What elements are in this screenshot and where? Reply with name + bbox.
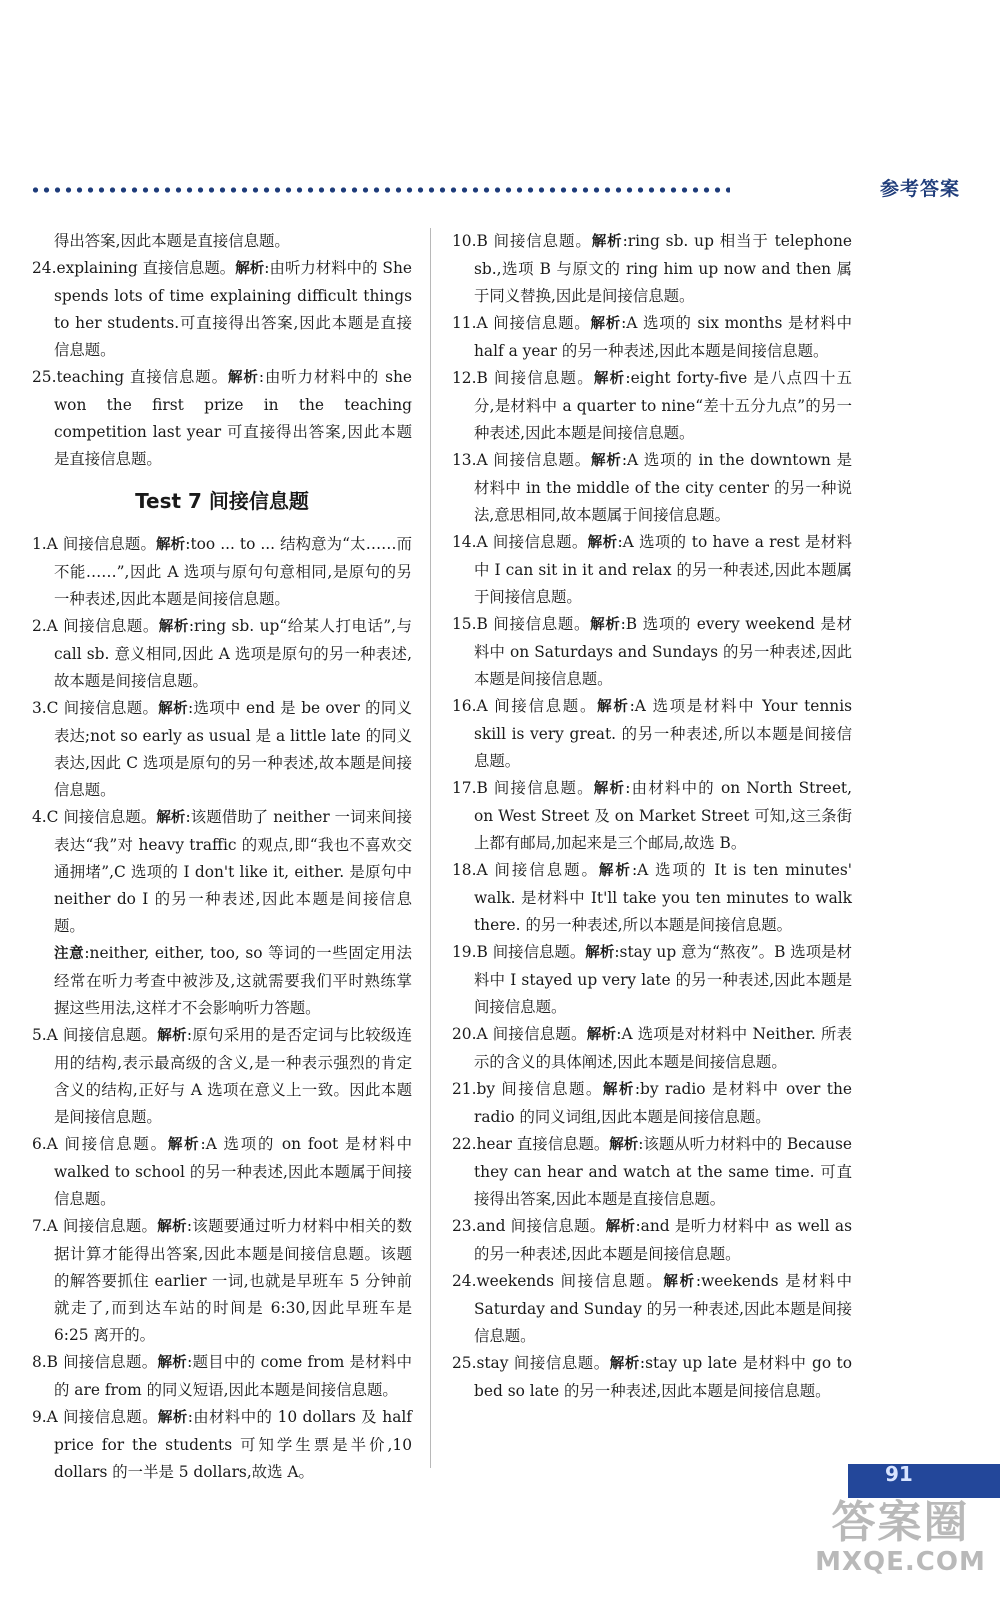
- analysis-body: :ring sb. up“给某人打电话”,与 call sb. 意义相同,因此 A 选项是原句的另一种表述,故本题是间接信息题。: [54, 617, 412, 690]
- answer-head: 17.B 间接信息题。: [452, 779, 594, 797]
- section-title: Test 7 间接信息题: [135, 489, 309, 513]
- answer-item: [32, 804, 412, 940]
- answer-head: 1.A 间接信息题。: [32, 535, 156, 553]
- analysis-label: 解析: [155, 537, 186, 553]
- analysis-label: 解析: [585, 945, 615, 961]
- header-title: 参考答案: [879, 178, 960, 200]
- answer-item: [32, 1131, 412, 1213]
- analysis-body: :由听力材料中的 She spends lots of time explaining difficult things to her students.可直接得出答案,因此本题是直接信息题。: [54, 259, 412, 359]
- answer-item: [32, 255, 412, 364]
- analysis-label: 解析: [158, 701, 188, 717]
- answer-head: 18.A 间接信息题。: [452, 861, 599, 879]
- analysis-label: 解析: [227, 370, 259, 386]
- answer-head: 15.B 间接信息题。: [452, 615, 591, 633]
- answer-head: 6.A 间接信息题。: [32, 1135, 168, 1153]
- answer-head: 3.C 间接信息题。: [32, 699, 159, 717]
- answer-item: [452, 365, 852, 447]
- analysis-body: :A 选项的 on foot 是材料中 walked to school 的另一种表述,因此本题属于间接信息题。: [54, 1135, 412, 1208]
- answer-head: 13.A 间接信息题。: [452, 451, 592, 469]
- answer-head: 11.A 间接信息题。: [452, 314, 591, 332]
- answer-item: [32, 1213, 412, 1349]
- analysis-body: :该题从听力材料中的 Because they can hear and watch at the same time. 可直接得出答案,因此本题是直接信息题。: [474, 1135, 852, 1208]
- analysis-body: :B 选项的 every weekend 是材料中 on Saturdays and Sundays 的另一种表述,因此本题是间接信息题。: [474, 615, 852, 688]
- analysis-label: 解析: [590, 316, 622, 332]
- analysis-label: 解析: [597, 699, 630, 715]
- analysis-body: :weekends 是材料中 Saturday and Sunday 的另一种表述,因此本题是间接信息题。: [474, 1272, 853, 1345]
- analysis-label: 解析: [157, 1355, 188, 1371]
- answer-head: 25.teaching 直接信息题。: [32, 368, 228, 386]
- analysis-body: :A 选项的 six months 是材料中 half a year 的另一种表述,因此本题是间接信息题。: [474, 314, 853, 360]
- analysis-body: :too ... to ... 结构意为“太……而不能……”,因此 A 选项与原句句意相同,是原句的另一种表述,因此本题是间接信息题。: [54, 535, 413, 608]
- answer-head: 4.C 间接信息题。: [32, 808, 157, 826]
- left-items: [32, 531, 412, 1486]
- analysis-body: :and 是听力材料中 as well as 的另一种表述,因此本题是间接信息题。: [474, 1217, 852, 1263]
- answer-item: [32, 1404, 412, 1486]
- analysis-label: 解析: [587, 535, 618, 551]
- analysis-label: 解析: [157, 1219, 187, 1235]
- answer-item: [452, 775, 852, 857]
- analysis-label: 解析: [235, 261, 265, 277]
- answer-item: [452, 1213, 852, 1268]
- answer-head: 21.by 间接信息题。: [452, 1080, 603, 1098]
- analysis-label: 解析: [602, 1082, 635, 1098]
- analysis-body: :ring sb. up 相当于 telephone sb.,选项 B 与原文的 ring him up now and then 属于同义替换,因此是间接信息题。: [474, 232, 852, 305]
- analysis-label: 解析: [157, 1028, 187, 1044]
- answer-item: [452, 228, 852, 310]
- analysis-body: :A 选项的 to have a rest 是材料中 I can sit in it and relax 的另一种表述,因此本题属于间接信息题。: [474, 533, 852, 606]
- analysis-label: 解析: [590, 617, 621, 633]
- answer-head: 10.B 间接信息题。: [452, 232, 592, 250]
- answer-item: [452, 310, 852, 365]
- answer-item: [452, 1268, 852, 1350]
- analysis-body: :A 选项的 in the downtown 是材料中 in the middle of the city center 的另一种说法,意思相同,故本题属于间接信息题。: [474, 451, 853, 524]
- page-header: [30, 172, 970, 212]
- right-items: [452, 228, 852, 1405]
- note-label: 注意: [54, 946, 85, 962]
- answer-item: [32, 613, 412, 695]
- answer-item: [32, 1022, 412, 1131]
- answer-head: 22.hear 直接信息题。: [452, 1135, 610, 1153]
- analysis-body: :由材料中的 on North Street, on West Street 及 on Market Street 可知,这三条街上都有邮局,加起来是三个邮局,故选 B。: [474, 779, 853, 852]
- answer-head: 16.A 间接信息题。: [452, 697, 598, 715]
- analysis-body: :原句采用的是否定词与比较级连用的结构,表示最高级的含义,是一种表示强烈的肯定含义的结构,正好与 A 选项在意义上一致。因此本题是间接信息题。: [54, 1026, 413, 1126]
- answer-head: 2.A 间接信息题。: [32, 617, 159, 635]
- analysis-body: :该题借助了 neither 一词来间接表达“我”对 heavy traffic 的观点,即“我也不喜欢交通拥堵”,C 选项的 I don't like it, either. 是原句中 neither do I 的另一种表述,因此本题是间接信息题。: [54, 808, 413, 935]
- analysis-label: 解析: [598, 863, 632, 879]
- answer-head: 12.B 间接信息题。: [452, 369, 594, 387]
- answer-head: 8.B 间接信息题。: [32, 1353, 158, 1371]
- analysis-label: 解析: [593, 371, 626, 387]
- analysis-body: :stay up late 是材料中 go to bed so late 的另一种表述,因此本题是间接信息题。: [474, 1354, 853, 1400]
- analysis-body: :选项中 end 是 be over 的同义表达;not so early as usual 是 a little late 的同义表达,因此 C 选项是原句的另一种表述,故本题是间接信息题。: [54, 699, 412, 799]
- answer-head: 24.explaining 直接信息题。: [32, 259, 236, 277]
- answer-item: [452, 529, 852, 611]
- analysis-body: :A 选项是材料中 Your tennis skill is very great. 的另一种表述,所以本题是间接信息题。: [474, 697, 853, 770]
- analysis-body: :由材料中的 10 dollars 及 half price for the students 可知学生票是半价,10 dollars 的一半是 5 dollars,故选 A。: [54, 1408, 412, 1481]
- continuation-text: 得出答案,因此本题是直接信息题。: [54, 232, 290, 250]
- analysis-body: :stay up 意为“熬夜”。B 选项是材料中 I stayed up very late 的另一种表述,因此本题是间接信息题。: [474, 943, 852, 1016]
- analysis-label: 解析: [586, 1027, 617, 1043]
- answer-head: 23.and 间接信息题。: [452, 1217, 606, 1235]
- analysis-label: 解析: [156, 810, 186, 826]
- page-number-tab: [848, 1464, 1000, 1498]
- answer-item: [32, 695, 412, 804]
- analysis-label: 解析: [663, 1274, 696, 1290]
- answer-head: 20.A 间接信息题。: [452, 1025, 587, 1043]
- analysis-label: 解析: [605, 1219, 636, 1235]
- analysis-body: :由听力材料中的 she won the first prize in the teaching competition last year 可直接得出答案,因此本题是直接信息题。: [54, 368, 413, 468]
- dotted-rule: [30, 186, 730, 194]
- answer-item: [452, 1021, 852, 1076]
- answer-item: [452, 939, 852, 1021]
- answer-item: [32, 1349, 412, 1404]
- answer-item: [452, 611, 852, 693]
- page-number: 91: [885, 1462, 913, 1486]
- answer-item: [452, 857, 852, 939]
- analysis-body: :A 选项是对材料中 Neither. 所表示的含义的具体阐述,因此本题是间接信息题。: [474, 1025, 853, 1071]
- analysis-label: 解析: [591, 453, 622, 469]
- answer-item: [452, 1131, 852, 1213]
- answer-head: 7.A 间接信息题。: [32, 1217, 158, 1235]
- right-column: [452, 228, 852, 1405]
- analysis-body: :题目中的 come from 是材料中的 are from 的同义短语,因此本题是间接信息题。: [54, 1353, 413, 1399]
- watermark-logo: [808, 1498, 993, 1576]
- analysis-label: 解析: [593, 781, 626, 797]
- analysis-label: 解析: [167, 1137, 201, 1153]
- answer-item: [452, 1350, 852, 1405]
- left-items-before: [32, 255, 412, 473]
- answer-item: [452, 1076, 852, 1131]
- analysis-label: 解析: [157, 1410, 188, 1426]
- analysis-label: 解析: [609, 1356, 640, 1372]
- note-paragraph: [32, 940, 412, 1022]
- answer-head: 19.B 间接信息题。: [452, 943, 586, 961]
- analysis-body: :A 选项的 It is ten minutes' walk. 是材料中 It'll take you ten minutes to walk there. 的另一种表述,所以本题是间接信息题。: [474, 861, 853, 934]
- analysis-label: 解析: [591, 234, 623, 250]
- analysis-label: 解析: [609, 1137, 639, 1153]
- analysis-body: :by radio 是材料中 over the radio 的同义词组,因此本题是间接信息题。: [474, 1080, 853, 1126]
- analysis-label: 解析: [158, 619, 189, 635]
- answer-head: 5.A 间接信息题。: [32, 1026, 158, 1044]
- analysis-body: :该题要通过听力材料中相关的数据计算才能得出答案,因此本题是间接信息题。该题的解答要抓住 earlier 一词,也就是早班车 5 分钟前就走了,而到达车站的时间是 6:30,因此早班车是 6:25 离开的。: [54, 1217, 413, 1344]
- answer-item: [452, 693, 852, 775]
- note-body: :neither, either, too, so 等词的一些固定用法经常在听力考查中被涉及,这就需要我们平时熟练掌握这些用法,这样才不会影响听力答题。: [54, 944, 413, 1017]
- answer-head: 24.weekends 间接信息题。: [452, 1272, 664, 1290]
- answer-item: [452, 447, 852, 529]
- watermark-url: MXQE.COM: [815, 1547, 986, 1577]
- left-column: [32, 228, 431, 1481]
- answer-head: 25.stay 间接信息题。: [452, 1354, 610, 1372]
- answer-item: [32, 364, 412, 473]
- watermark-cn: 答案圈: [831, 1497, 970, 1548]
- answer-head: 9.A 间接信息题。: [32, 1408, 158, 1426]
- answer-head: 14.A 间接信息题。: [452, 533, 588, 551]
- answer-item: [32, 531, 412, 613]
- analysis-body: :eight forty-five 是八点四十五分,是材料中 a quarter to nine“差十五分九点”的另一种表述,因此本题是间接信息题。: [474, 369, 853, 442]
